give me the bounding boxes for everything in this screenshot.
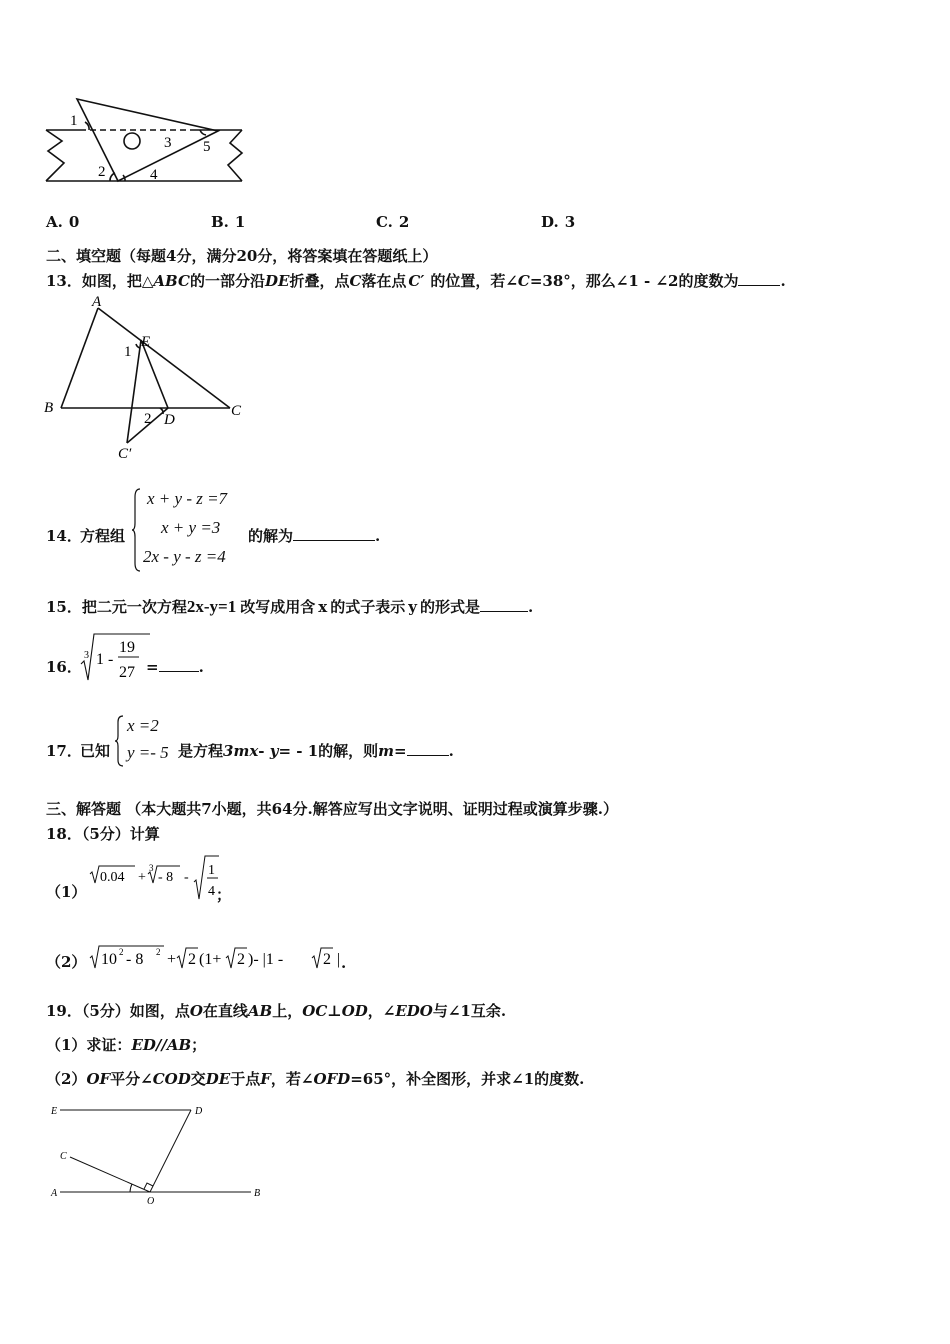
fig13-label-2: 2 [144, 411, 152, 427]
question-15 [46, 597, 533, 617]
fig12-label-4: 4 [150, 167, 158, 183]
q18-number: 18． [46, 825, 82, 843]
fig12-label-3: 3 [164, 135, 172, 151]
q18-exp: 2 [119, 947, 124, 957]
q18-r3b: - 8 [126, 951, 144, 968]
q19-part-2 [46, 1069, 584, 1089]
fig19-label-c: C [60, 1151, 67, 1162]
q19-od: OD [341, 1002, 368, 1020]
q18-exp: 2 [156, 947, 161, 957]
q13-text: 落在点 [361, 272, 407, 290]
segment-od [150, 1110, 191, 1192]
q13-c: C [349, 272, 362, 290]
segment-ab [61, 308, 98, 408]
q16-answer-blank[interactable] [159, 657, 199, 672]
q19-ofd: OFD [313, 1070, 351, 1088]
question-13 [46, 271, 786, 291]
q18-root-index: 3 [149, 863, 154, 873]
q13-number: 13． [46, 272, 82, 290]
q18-r2: - 8 [158, 870, 174, 885]
q17-text-2: - [258, 742, 270, 760]
q19-edab: ED//AB [131, 1036, 192, 1054]
q17-number: 17． [46, 742, 82, 760]
q16-one: 1 - [96, 651, 114, 668]
fig13-label-b: B [44, 400, 54, 416]
fig13-label-a: A [92, 296, 102, 310]
q15-text: 的形式是 [419, 598, 480, 616]
q17-system-x: x =2 [127, 716, 159, 735]
triangle-hole [124, 133, 140, 149]
q19-de: DE [205, 1070, 231, 1088]
q16-equals: = [146, 658, 159, 676]
q19-text: 平分∠ [110, 1070, 153, 1088]
q14-eq-1: x + y - z =7 [147, 489, 228, 508]
q18-plus: + [138, 870, 146, 885]
q13-answer-blank[interactable] [738, 271, 780, 286]
q17-label: 已知 [80, 742, 111, 760]
q17-end: . [448, 742, 454, 760]
fig12-label-2: 2 [98, 164, 106, 180]
figure-q13 [40, 296, 250, 462]
q19-ab: AB [247, 1002, 273, 1020]
q16-number: 16． [46, 658, 82, 676]
q14-end: . [375, 527, 381, 545]
q17-y: y [269, 742, 279, 760]
q17-expr: 3mx [223, 742, 259, 760]
strip-right-zigzag [228, 130, 242, 181]
q15-text: 改写成用含 [240, 598, 316, 616]
option-value: 3 [564, 213, 576, 231]
q19-p1-end: ； [191, 1036, 207, 1054]
q14-number: 14． [46, 527, 82, 545]
option-letter: B. [211, 213, 229, 231]
q19-text: 上， [272, 1002, 303, 1020]
q16-denominator: 27 [119, 664, 135, 681]
q18-r3a: 10 [101, 951, 117, 968]
figure-q19 [46, 1100, 276, 1210]
q19-text: 交 [190, 1070, 206, 1088]
q15-equation: 2x-y=1 [186, 597, 237, 616]
fig12-label-5: 5 [203, 139, 211, 155]
q18-abs-open: )- |1 - [248, 951, 284, 968]
fig19-label-a: A [51, 1188, 58, 1199]
question-18 [46, 824, 160, 844]
q17-left-brace [115, 714, 125, 768]
q18-period: . [341, 954, 347, 972]
q15-text: 把二元一次方程 [81, 598, 187, 616]
q13-cprime: C′ [408, 272, 425, 290]
q13-text: =38°，那么∠1 - ∠2的度数为 [529, 272, 739, 290]
q19-cod: COD [152, 1070, 191, 1088]
q17-text [178, 741, 454, 761]
figure-q12 [40, 95, 250, 190]
q19-p1-label: （1）求证： [46, 1036, 132, 1054]
q18-r5: 2 [237, 951, 245, 968]
radical-sign [81, 634, 150, 680]
fig13-label-c: C [231, 403, 242, 419]
q15-x: x [318, 598, 328, 616]
option-letter: A. [46, 213, 63, 231]
q13-end: . [780, 272, 786, 290]
q18-minus: - [184, 870, 189, 885]
angle-arc-2 [110, 173, 115, 181]
q18-plus: + [167, 951, 177, 968]
q19-text: 与∠1互余. [432, 1002, 507, 1020]
q16-cube-root [80, 630, 152, 686]
fig13-label-d: D [164, 412, 175, 428]
q13-text: 折叠，点 [289, 272, 350, 290]
q18-frac-den: 4 [208, 884, 215, 899]
q18-r1: 0.04 [100, 870, 125, 885]
q19-perp: ⊥ [327, 1002, 342, 1020]
q19-edo: EDO [395, 1002, 433, 1020]
q19-text: （5分）如图，点 [81, 1002, 190, 1020]
q19-number: 19． [46, 1002, 82, 1020]
q19-part-1 [46, 1035, 206, 1055]
q14-eq-3: 2x - y - z =4 [143, 547, 226, 566]
q18-semicolon: ； [216, 886, 232, 904]
q14-suffix [248, 526, 380, 546]
q18-part-2-expression [88, 940, 348, 972]
q14-eq-2: x + y =3 [161, 518, 221, 537]
q16-numerator: 19 [119, 639, 135, 656]
q19-p2-label: （2） [46, 1070, 87, 1088]
q19-of: OF [86, 1070, 111, 1088]
option-letter: C. [376, 213, 393, 231]
q12-option-a[interactable] [46, 212, 79, 232]
q16-end: . [198, 658, 204, 676]
section-2-heading: 二、填空题（每题4分，满分20分，将答案填在答题纸上） [46, 247, 438, 265]
q15-text: 的式子表示 [330, 598, 406, 616]
q17-system-y: y =- 5 [127, 743, 169, 762]
fig19-label-o: O [147, 1196, 155, 1207]
question-19 [46, 1001, 506, 1021]
q15-end: . [527, 598, 534, 616]
fig19-label-b: B [254, 1188, 261, 1199]
q18-title: （5分）计算 [81, 825, 160, 843]
angle-arc-1 [130, 1184, 132, 1192]
fig12-label-1: 1 [70, 113, 78, 129]
q19-text: ，∠ [367, 1002, 396, 1020]
q17-answer-blank[interactable] [407, 741, 449, 756]
q14-suffix-text: 的解为 [248, 527, 294, 545]
segment-oc [70, 1157, 150, 1192]
fig19-label-d: D [195, 1106, 203, 1117]
strip-left-zigzag [46, 130, 64, 181]
q13-text: 如图，把△ [81, 272, 154, 290]
q19-f: F [260, 1070, 271, 1088]
q18-part-1-label: （1） [46, 883, 87, 901]
q18-frac-num: 1 [208, 863, 215, 878]
q19-o: O [189, 1002, 203, 1020]
fig13-label-e: E [141, 334, 151, 350]
q12-option-d[interactable] [541, 212, 575, 232]
q16-answer [146, 657, 204, 677]
q13-abc: ABC [153, 272, 190, 290]
q16-root-index: 3 [84, 650, 89, 661]
q19-text: =65°，补全图形，并求∠1的度数. [350, 1070, 585, 1088]
q14-left-brace [132, 487, 142, 573]
q13-text: 的一部分沿 [189, 272, 265, 290]
q18-abs-close: | [337, 951, 341, 968]
q15-answer-blank[interactable] [480, 597, 528, 612]
option-value: 1 [234, 213, 246, 231]
q17-text-4: = [394, 742, 407, 760]
q17-text-3: = - 1的解，则 [278, 742, 379, 760]
q17-m: m [378, 742, 395, 760]
q12-option-c[interactable] [376, 212, 409, 232]
q15-number: 15． [46, 598, 82, 616]
segment-ac [98, 308, 230, 408]
section-3-heading: 三、解答题 （本大题共7小题，共64分.解答应写出文字说明、证明过程或演算步骤.） [46, 800, 618, 818]
fig13-label-cprime: C′ [118, 446, 132, 462]
q12-option-b[interactable] [211, 212, 245, 232]
option-value: 2 [398, 213, 410, 231]
q13-de: DE [264, 272, 290, 290]
q14-answer-blank[interactable] [293, 526, 375, 541]
q19-text: 在直线 [202, 1002, 248, 1020]
q14-label: 方程组 [80, 527, 126, 545]
q19-oc: OC [302, 1002, 328, 1020]
q13-c2: C [517, 272, 530, 290]
q13-text: 的位置，若∠ [430, 272, 518, 290]
q18-part-2-label: （2） [46, 953, 87, 971]
q18-r6: 2 [323, 951, 331, 968]
q19-text: ，若∠ [270, 1070, 314, 1088]
q17-text-1: 是方程 [178, 742, 224, 760]
q19-text: 于点 [230, 1070, 261, 1088]
option-value: 0 [68, 213, 80, 231]
option-letter: D. [541, 213, 559, 231]
q15-y: y [408, 598, 417, 616]
fig19-label-e: E [51, 1106, 58, 1117]
q18-r4: 2 [188, 951, 196, 968]
fig13-label-1: 1 [124, 344, 132, 360]
q18-paren: (1+ [199, 951, 222, 968]
